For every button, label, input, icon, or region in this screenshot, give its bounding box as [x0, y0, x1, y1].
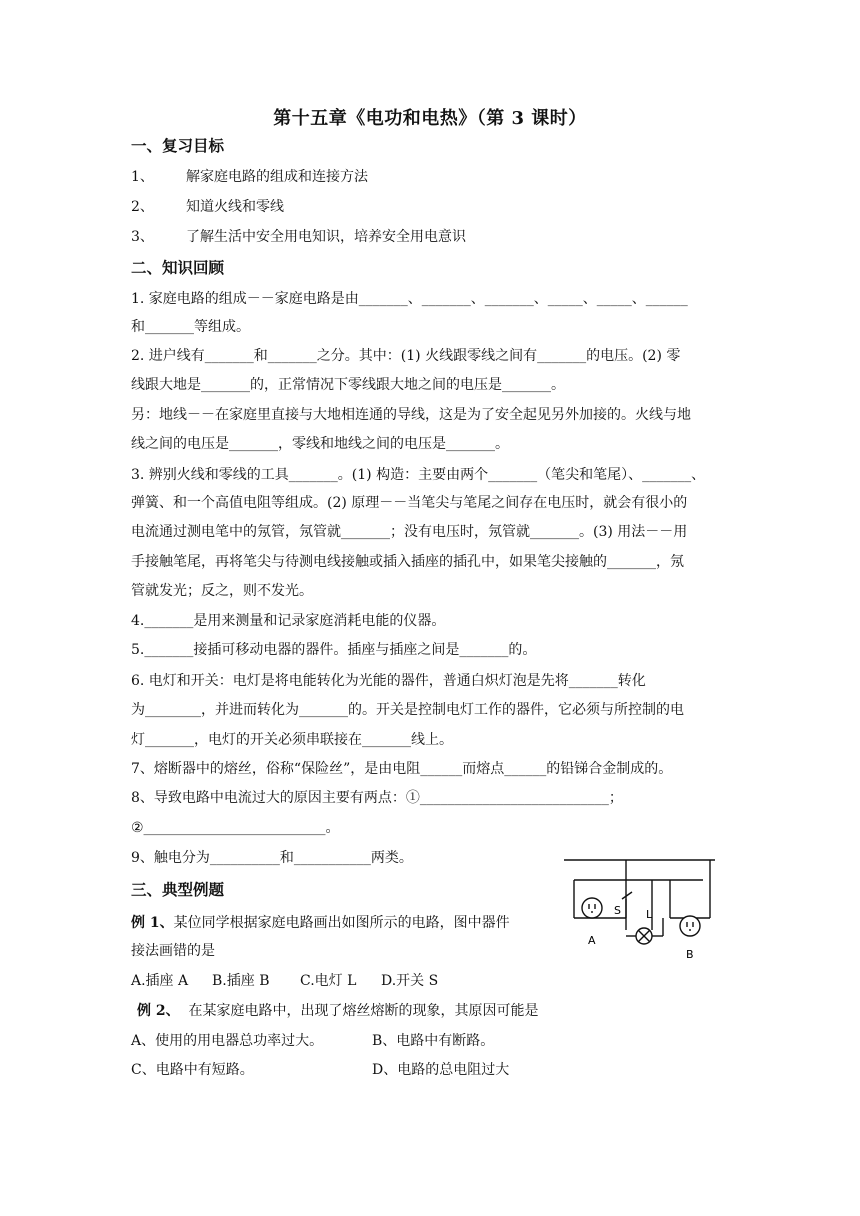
switch-label: S [614, 904, 621, 917]
goal-number: 3、 [131, 229, 154, 245]
section-heading-review: 二、知识回顾 [131, 259, 225, 277]
review-line: 线跟大地是_______的，正常情况下零线跟大地之间的电压是_______。 [131, 377, 565, 393]
goal-text: 解家庭电路的组成和连接方法 [186, 169, 368, 185]
example2-option-c: C、电路中有短路。 [131, 1062, 254, 1078]
page-title: 第十五章《电功和电热》（第 3 课时） [273, 108, 587, 129]
section-heading-goals: 一、复习目标 [131, 137, 225, 155]
household-circuit-diagram [560, 852, 720, 962]
example1-option-c: C.电灯 L [300, 973, 357, 989]
goal-text: 知道火线和零线 [186, 199, 284, 215]
lamp-icon [636, 928, 652, 944]
review-line: 电流通过测电笔中的氖管，氖管就_______；没有电压时，氖管就_______。(3) 用法－－用 [131, 524, 688, 540]
review-line: 为________，并进而转化为_______的。开关是控制电灯工作的器件，它必须与所控制的电 [131, 702, 684, 718]
example2-text: 在某家庭电路中，出现了熔丝熔断的现象，其原因可能是 [188, 1003, 539, 1019]
review-line: 手接触笔尾，再将笔尖与待测电线接触或插入插座的插孔中，如果笔尖接触的_______，氖 [131, 554, 684, 570]
example1-option-b: B.插座 B [212, 973, 270, 989]
example1-option-d: D.开关 S [381, 973, 439, 989]
example1-label: 例 1、 [131, 915, 174, 931]
lamp-label: L [646, 908, 653, 921]
review-line: 2. 进户线有_______和_______之分。其中：(1) 火线跟零线之间有_______的电压。(2) 零 [131, 348, 681, 364]
section-heading-examples: 三、典型例题 [131, 881, 225, 899]
socket-b-icon [680, 916, 700, 936]
example1-question-cont: 接法画错的是 [131, 943, 215, 959]
review-line: ②__________________________。 [131, 820, 340, 836]
review-line: 7、熔断器中的熔丝，俗称“保险丝”，是由电阻______而熔点______的铅锑合金制成的。 [131, 761, 673, 777]
review-line: 8、导致电路中电流过大的原因主要有两点：①___________________________； [131, 790, 623, 806]
example1-text: 某位同学根据家庭电路画出如图所示的电路，图中器件 [173, 915, 510, 931]
socket-b-label: B [686, 948, 694, 961]
review-line: 6. 电灯和开关：电灯是将电能转化为光能的器件，普通白炽灯泡是先将_______转化 [131, 673, 646, 689]
review-line: 1. 家庭电路的组成－－家庭电路是由_______、_______、_______、_____、_____、______ [131, 291, 688, 307]
goal-number: 1、 [131, 169, 154, 185]
example2-option-a: A、使用的用电器总功率过大。 [131, 1033, 324, 1049]
review-line: 管就发光；反之，则不发光。 [131, 583, 313, 599]
example1-question [131, 912, 510, 932]
review-line: 4._______是用来测量和记录家庭消耗电能的仪器。 [131, 613, 446, 629]
review-line: 和_______等组成。 [131, 319, 250, 335]
goal-number: 2、 [131, 199, 154, 215]
example2-label: 例 2、 [137, 1003, 180, 1019]
review-line: 3. 辨别火线和零线的工具_______。(1) 构造：主要由两个_______（笔尖和笔尾）、_______、 [131, 467, 706, 483]
example2-question [137, 1000, 539, 1020]
review-line: 灯_______，电灯的开关必须串联接在_______线上。 [131, 732, 453, 748]
socket-a-icon [582, 898, 602, 918]
goal-text: 了解生活中安全用电知识，培养安全用电意识 [186, 229, 466, 245]
review-line: 9、触电分为__________和___________两类。 [131, 850, 413, 866]
example1-option-a: A.插座 A [131, 973, 189, 989]
review-line: 弹簧、和一个高值电阻等组成。(2) 原理－－当笔尖与笔尾之间存在电压时，就会有很小的 [131, 495, 688, 511]
example2-option-d: D、电路的总电阻过大 [372, 1062, 510, 1078]
example2-option-b: B、电路中有断路。 [372, 1033, 495, 1049]
socket-a-label: A [588, 934, 596, 947]
review-line: 5._______接插可移动电器的器件。插座与插座之间是_______的。 [131, 642, 537, 658]
review-line: 另：地线－－在家庭里直接与大地相连通的导线，这是为了安全起见另外加接的。火线与地 [131, 407, 691, 423]
review-line: 线之间的电压是_______，零线和地线之间的电压是_______。 [131, 436, 509, 452]
